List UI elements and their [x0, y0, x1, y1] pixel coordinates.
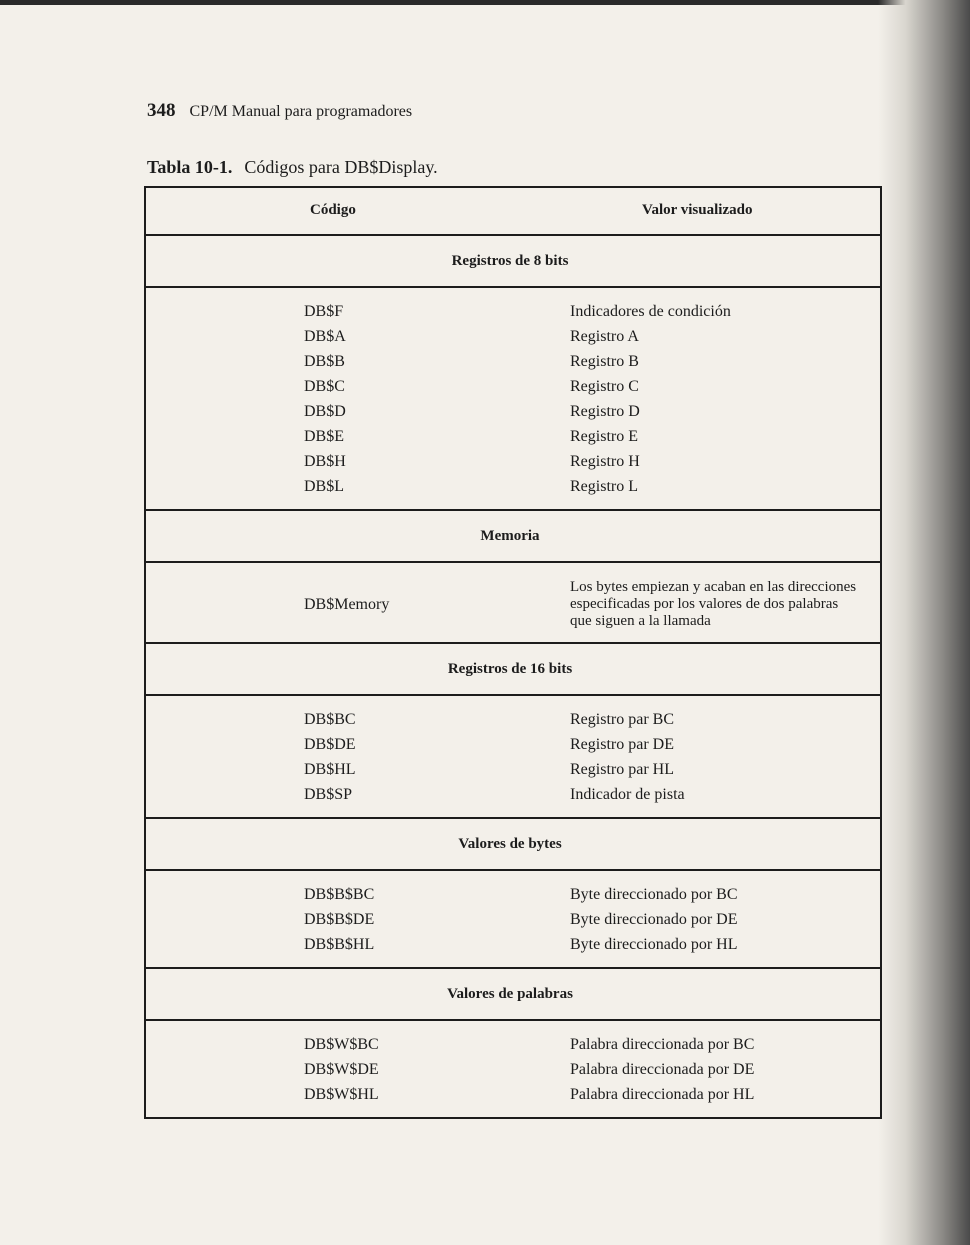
section-body-16bit [146, 696, 880, 819]
value-cell: Byte direccionado por DE [570, 910, 738, 928]
table-row [146, 349, 880, 374]
book-binding-shadow [878, 0, 970, 1245]
value-cell: Registro E [570, 427, 638, 445]
section-body-memory [146, 563, 880, 644]
table-caption-label: Tabla 10-1. [147, 157, 233, 177]
code-cell: DB$B [304, 352, 345, 370]
table-row [146, 449, 880, 474]
section-header-bytes [146, 819, 880, 871]
value-cell: Palabra direccionada por DE [570, 1060, 755, 1078]
code-cell: DB$E [304, 427, 344, 445]
running-header [147, 100, 412, 122]
table-row [146, 424, 880, 449]
section-header-memory [146, 511, 880, 563]
code-cell: DB$A [304, 327, 346, 345]
value-cell: Registro par DE [570, 735, 674, 753]
code-cell: DB$DE [304, 735, 356, 753]
code-cell: DB$SP [304, 785, 353, 803]
section-title: Valores de palabras [447, 985, 573, 1002]
section-title: Registros de 16 bits [447, 660, 573, 677]
code-cell: DB$W$BC [304, 1035, 379, 1053]
value-cell: Indicador de pista [570, 785, 685, 803]
value-cell: Registro H [570, 452, 640, 470]
table-row [146, 299, 880, 324]
table-header-row [146, 188, 880, 236]
column-header-value: Valor visualizado [642, 202, 753, 218]
code-cell: DB$HL [304, 760, 356, 778]
section-header-words [146, 969, 880, 1021]
table-row [146, 782, 880, 807]
code-cell: DB$H [304, 452, 346, 470]
section-body-8bit [146, 288, 880, 511]
section-title: Valores de bytes [458, 835, 562, 852]
code-cell: DB$L [304, 477, 344, 495]
code-cell: DB$W$DE [304, 1060, 379, 1078]
table-row [146, 1082, 880, 1107]
value-cell: Registro L [570, 477, 638, 495]
value-cell: Byte direccionado por HL [570, 935, 738, 953]
section-header-16bit [146, 644, 880, 696]
code-cell: DB$F [304, 302, 344, 320]
code-cell: DB$BC [304, 710, 356, 728]
table-row [146, 374, 880, 399]
section-title: Registros de 8 bits [451, 252, 569, 269]
table-row [146, 324, 880, 349]
code-cell: DB$C [304, 377, 345, 395]
codes-table [144, 186, 882, 1119]
code-cell: DB$B$BC [304, 885, 375, 903]
table-caption-title: Códigos para DB$Display. [244, 157, 438, 177]
value-cell: Byte direccionado por BC [570, 885, 738, 903]
table-row [146, 907, 880, 932]
table-row [146, 757, 880, 782]
section-body-words [146, 1021, 880, 1117]
page-number: 348 [147, 100, 176, 121]
value-cell: Registro C [570, 377, 639, 395]
section-title: Memoria [480, 527, 540, 544]
code-cell: DB$Memory [304, 595, 390, 613]
table-row [146, 1032, 880, 1057]
section-header-8bit [146, 236, 880, 288]
table-row [146, 732, 880, 757]
page-top-edge [0, 0, 970, 5]
value-cell: Indicadores de condición [570, 302, 731, 320]
table-row [146, 1057, 880, 1082]
value-cell: Registro B [570, 352, 639, 370]
code-cell: DB$B$HL [304, 935, 375, 953]
value-cell: Registro A [570, 327, 639, 345]
value-cell: Los bytes empiezan y acaban en las direcciones especificadas por los valores de dos palabras que siguen a la llamada [570, 579, 857, 629]
code-cell: DB$B$DE [304, 910, 375, 928]
value-cell: Palabra direccionada por HL [570, 1085, 755, 1103]
code-cell: DB$W$HL [304, 1085, 379, 1103]
value-cell: Palabra direccionada por BC [570, 1035, 755, 1053]
table-row [146, 399, 880, 424]
value-cell: Registro par BC [570, 710, 674, 728]
table-row [146, 707, 880, 732]
code-cell: DB$D [304, 402, 346, 420]
running-head-title: CP/M Manual para programadores [189, 103, 413, 120]
table-row [146, 474, 880, 499]
value-cell: Registro D [570, 402, 640, 420]
value-cell: Registro par HL [570, 760, 674, 778]
table-row [146, 882, 880, 907]
table-row [146, 932, 880, 957]
column-header-code: Código [310, 202, 356, 218]
table-caption [147, 157, 438, 178]
section-body-bytes [146, 871, 880, 969]
